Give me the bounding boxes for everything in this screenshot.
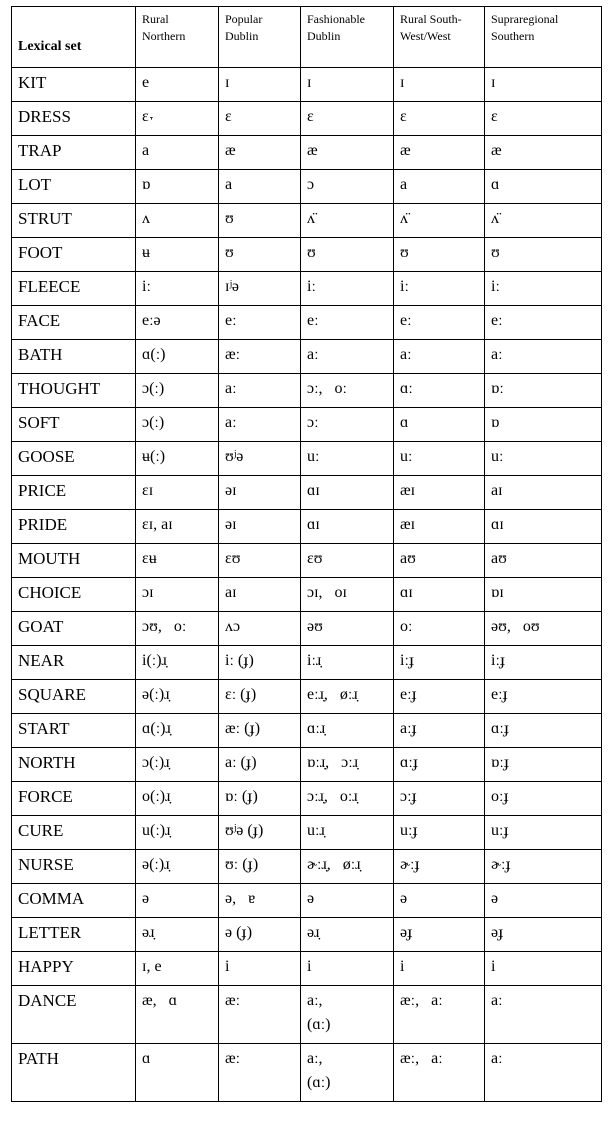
vowel-cell: ɪ: [301, 68, 394, 102]
vowel-cell: ɒ: [136, 170, 219, 204]
vowel-cell: aɪ: [485, 476, 602, 510]
table-row: [12, 986, 602, 1044]
vowel-cell: æː: [219, 986, 301, 1044]
lexical-set-name: THOUGHT: [12, 374, 136, 408]
vowel-cell: ɔːɹ̣, oːɹ̣: [301, 782, 394, 816]
table-row: [12, 238, 602, 272]
vowel-cell: ʌ̈: [394, 204, 485, 238]
vowel-cell: oːɟ: [485, 782, 602, 816]
vowel-cell: ʌɔ: [219, 612, 301, 646]
vowel-cell: æː: [219, 1044, 301, 1102]
vowel-cell: ə(ː)ɹ̣: [136, 680, 219, 714]
table-row: [12, 68, 602, 102]
vowel-cell: ɚːɟ: [485, 850, 602, 884]
vowel-cell: iː: [301, 272, 394, 306]
vowel-cell: a: [394, 170, 485, 204]
vowel-cell: ɑːɟ: [485, 714, 602, 748]
vowel-cell: aː: [485, 1044, 602, 1102]
header-row: [12, 7, 602, 68]
table-row: [12, 1044, 602, 1102]
vowel-cell: əʊ: [301, 612, 394, 646]
vowel-cell: ə(ː)ɹ̣: [136, 850, 219, 884]
table-row: [12, 884, 602, 918]
vowel-cell: æː (ɟ): [219, 714, 301, 748]
vowel-cell: ʊ: [219, 238, 301, 272]
lexical-set-name: FLEECE: [12, 272, 136, 306]
vowel-cell: ʉ(ː): [136, 442, 219, 476]
vowel-cell: ə: [394, 884, 485, 918]
lexical-set-name: FOOT: [12, 238, 136, 272]
vowel-cell: æ: [485, 136, 602, 170]
table-row: [12, 204, 602, 238]
vowel-cell: əɟ: [394, 918, 485, 952]
lexical-set-table: [11, 6, 602, 1102]
lexical-set-name: PRICE: [12, 476, 136, 510]
lexical-set-name: FORCE: [12, 782, 136, 816]
vowel-cell: æ: [219, 136, 301, 170]
vowel-cell: ɛɪ, aɪ: [136, 510, 219, 544]
vowel-cell: uːɟ: [394, 816, 485, 850]
vowel-cell: ʊ: [485, 238, 602, 272]
table-row: [12, 102, 602, 136]
vowel-cell: aː: [219, 408, 301, 442]
table-row: [12, 408, 602, 442]
lexical-set-name: PRIDE: [12, 510, 136, 544]
vowel-cell: ɔːɟ: [394, 782, 485, 816]
lexical-set-name: DRESS: [12, 102, 136, 136]
vowel-cell: ɚːɹ̣, øːɹ̣: [301, 850, 394, 884]
vowel-cell: ɑː: [394, 374, 485, 408]
vowel-cell: i: [219, 952, 301, 986]
vowel-cell: a: [136, 136, 219, 170]
vowel-cell: aʊ: [485, 544, 602, 578]
vowel-cell: iːɟ: [394, 646, 485, 680]
vowel-cell: iːɹ̣: [301, 646, 394, 680]
table-row: [12, 476, 602, 510]
vowel-cell: iːɟ: [485, 646, 602, 680]
vowel-cell: ɛ: [301, 102, 394, 136]
table-row: [12, 578, 602, 612]
lexical-set-name: COMMA: [12, 884, 136, 918]
vowel-cell: i: [301, 952, 394, 986]
table-row: [12, 136, 602, 170]
vowel-cell: ə: [301, 884, 394, 918]
lexical-set-name: SOFT: [12, 408, 136, 442]
vowel-cell: ɛ: [485, 102, 602, 136]
vowel-cell: ɔʊ, oː: [136, 612, 219, 646]
vowel-cell: æː, aː: [394, 1044, 485, 1102]
vowel-cell: ʌ̈: [485, 204, 602, 238]
vowel-cell: i: [485, 952, 602, 986]
table-row: [12, 272, 602, 306]
vowel-cell: ʌ: [136, 204, 219, 238]
vowel-cell: aː, (ɑː): [301, 1044, 394, 1102]
vowel-cell: eːə: [136, 306, 219, 340]
header-column: Rural South- West/West: [394, 7, 485, 68]
vowel-cell: ɒːɟ: [485, 748, 602, 782]
table-row: [12, 680, 602, 714]
vowel-cell: ɒɪ: [485, 578, 602, 612]
vowel-cell: ɔ: [301, 170, 394, 204]
lexical-set-name: NURSE: [12, 850, 136, 884]
vowel-cell: ɑɪ: [485, 510, 602, 544]
lexical-set-name: SQUARE: [12, 680, 136, 714]
table-row: [12, 952, 602, 986]
vowel-cell: i: [394, 952, 485, 986]
vowel-cell: ɛɪ: [136, 476, 219, 510]
header-lexical-set: Lexical set: [12, 7, 136, 68]
lexical-set-name: MOUTH: [12, 544, 136, 578]
table-row: [12, 510, 602, 544]
vowel-cell: əɹ̣: [136, 918, 219, 952]
vowel-cell: aː: [485, 340, 602, 374]
lexical-set-name: CURE: [12, 816, 136, 850]
vowel-cell: eːɟ: [485, 680, 602, 714]
header-column: Supraregional Southern: [485, 7, 602, 68]
table-row: [12, 306, 602, 340]
vowel-cell: ʊʲə (ɟ): [219, 816, 301, 850]
lexical-set-name: START: [12, 714, 136, 748]
vowel-cell: ɔɪ: [136, 578, 219, 612]
table-row: [12, 442, 602, 476]
vowel-cell: uː: [485, 442, 602, 476]
lexical-set-name: DANCE: [12, 986, 136, 1044]
lexical-set-name: GOAT: [12, 612, 136, 646]
vowel-cell: ɑ: [136, 1044, 219, 1102]
vowel-cell: aː: [394, 340, 485, 374]
vowel-cell: əɪ: [219, 510, 301, 544]
vowel-cell: ɪʲə: [219, 272, 301, 306]
vowel-cell: e: [136, 68, 219, 102]
vowel-cell: ʊ: [394, 238, 485, 272]
vowel-cell: ɪ: [485, 68, 602, 102]
vowel-cell: æː: [219, 340, 301, 374]
vowel-cell: ɑ(ː): [136, 340, 219, 374]
lexical-set-name: STRUT: [12, 204, 136, 238]
vowel-cell: ɪ, e: [136, 952, 219, 986]
lexical-set-name: GOOSE: [12, 442, 136, 476]
vowel-cell: ɛʉ: [136, 544, 219, 578]
vowel-cell: æː, aː: [394, 986, 485, 1044]
lexical-set-name: TRAP: [12, 136, 136, 170]
table-row: [12, 850, 602, 884]
vowel-cell: oː: [394, 612, 485, 646]
vowel-cell: iː: [485, 272, 602, 306]
table-row: [12, 170, 602, 204]
vowel-cell: ɛː (ɟ): [219, 680, 301, 714]
vowel-cell: ɛ: [219, 102, 301, 136]
vowel-cell: ɛ˕: [136, 102, 219, 136]
vowel-cell: ɔː, oː: [301, 374, 394, 408]
vowel-cell: iː (ɟ): [219, 646, 301, 680]
lexical-set-name: HAPPY: [12, 952, 136, 986]
vowel-cell: ɑ: [485, 170, 602, 204]
vowel-cell: aː: [219, 374, 301, 408]
vowel-cell: ɚːɟ: [394, 850, 485, 884]
vowel-cell: ɪ: [394, 68, 485, 102]
lexical-set-name: PATH: [12, 1044, 136, 1102]
vowel-cell: ɑ(ː)ɹ̣: [136, 714, 219, 748]
table-row: [12, 374, 602, 408]
vowel-cell: æ: [394, 136, 485, 170]
vowel-cell: ɔ(ː)ɹ̣: [136, 748, 219, 782]
vowel-cell: ɛʊ: [219, 544, 301, 578]
vowel-cell: ɒːɹ̣, ɔːɹ̣: [301, 748, 394, 782]
vowel-cell: əɟ: [485, 918, 602, 952]
vowel-cell: æ: [301, 136, 394, 170]
table-row: [12, 714, 602, 748]
lexical-set-name: NORTH: [12, 748, 136, 782]
table-row: [12, 748, 602, 782]
vowel-cell: aʊ: [394, 544, 485, 578]
vowel-cell: ə (ɟ): [219, 918, 301, 952]
vowel-cell: uː: [301, 442, 394, 476]
vowel-cell: i(ː)ɹ̣: [136, 646, 219, 680]
vowel-cell: əʊ, oʊ: [485, 612, 602, 646]
vowel-cell: ɒ: [485, 408, 602, 442]
lexical-set-name: BATH: [12, 340, 136, 374]
vowel-cell: aɪ: [219, 578, 301, 612]
vowel-cell: eː: [219, 306, 301, 340]
vowel-cell: ɒː (ɟ): [219, 782, 301, 816]
lexical-set-name: KIT: [12, 68, 136, 102]
vowel-cell: æɪ: [394, 510, 485, 544]
vowel-cell: ɑːɹ̣: [301, 714, 394, 748]
table-body: [12, 68, 602, 1102]
vowel-cell: uːɹ̣: [301, 816, 394, 850]
vowel-cell: aː (ɟ): [219, 748, 301, 782]
vowel-cell: iː: [136, 272, 219, 306]
vowel-cell: æɪ: [394, 476, 485, 510]
vowel-cell: ɑɪ: [394, 578, 485, 612]
vowel-cell: eː: [485, 306, 602, 340]
vowel-cell: o(ː)ɹ̣: [136, 782, 219, 816]
table-row: [12, 918, 602, 952]
vowel-cell: uːɟ: [485, 816, 602, 850]
vowel-cell: ɒː: [485, 374, 602, 408]
vowel-cell: ʊʲə: [219, 442, 301, 476]
vowel-cell: aː: [301, 340, 394, 374]
lexical-set-name: CHOICE: [12, 578, 136, 612]
vowel-cell: ɪ: [219, 68, 301, 102]
vowel-cell: ɑːɟ: [394, 748, 485, 782]
table-row: [12, 544, 602, 578]
table-row: [12, 646, 602, 680]
vowel-cell: u(ː)ɹ̣: [136, 816, 219, 850]
vowel-cell: ɑɪ: [301, 476, 394, 510]
vowel-cell: eːɟ: [394, 680, 485, 714]
table-row: [12, 816, 602, 850]
vowel-cell: aːɟ: [394, 714, 485, 748]
vowel-cell: ʊ: [219, 204, 301, 238]
lexical-set-name: NEAR: [12, 646, 136, 680]
vowel-cell: ɛʊ: [301, 544, 394, 578]
table-row: [12, 340, 602, 374]
vowel-cell: ə, ɐ: [219, 884, 301, 918]
header-column: Fashionable Dublin: [301, 7, 394, 68]
vowel-cell: uː: [394, 442, 485, 476]
vowel-cell: ʊ: [301, 238, 394, 272]
table-row: [12, 612, 602, 646]
vowel-cell: aː: [485, 986, 602, 1044]
vowel-cell: iː: [394, 272, 485, 306]
vowel-cell: ɔ(ː): [136, 374, 219, 408]
lexical-set-name: LETTER: [12, 918, 136, 952]
vowel-cell: ɛ: [394, 102, 485, 136]
vowel-cell: ʉ: [136, 238, 219, 272]
vowel-cell: ɑ: [394, 408, 485, 442]
vowel-cell: əɪ: [219, 476, 301, 510]
vowel-cell: eːɹ̣, øːɹ̣: [301, 680, 394, 714]
vowel-cell: eː: [301, 306, 394, 340]
vowel-cell: ʊː (ɟ): [219, 850, 301, 884]
header-column: Rural Northern: [136, 7, 219, 68]
vowel-cell: ɑɪ: [301, 510, 394, 544]
vowel-cell: ɔ(ː): [136, 408, 219, 442]
lexical-set-name: LOT: [12, 170, 136, 204]
vowel-cell: aː, (ɑː): [301, 986, 394, 1044]
vowel-cell: ʌ̈: [301, 204, 394, 238]
table-row: [12, 782, 602, 816]
vowel-cell: ɔː: [301, 408, 394, 442]
lexical-set-name: FACE: [12, 306, 136, 340]
vowel-cell: ə: [485, 884, 602, 918]
vowel-cell: eː: [394, 306, 485, 340]
vowel-cell: ɔɪ, oɪ: [301, 578, 394, 612]
header-column: Popular Dublin: [219, 7, 301, 68]
vowel-cell: əɹ̣: [301, 918, 394, 952]
vowel-cell: æ, ɑ: [136, 986, 219, 1044]
vowel-cell: ə: [136, 884, 219, 918]
vowel-cell: a: [219, 170, 301, 204]
